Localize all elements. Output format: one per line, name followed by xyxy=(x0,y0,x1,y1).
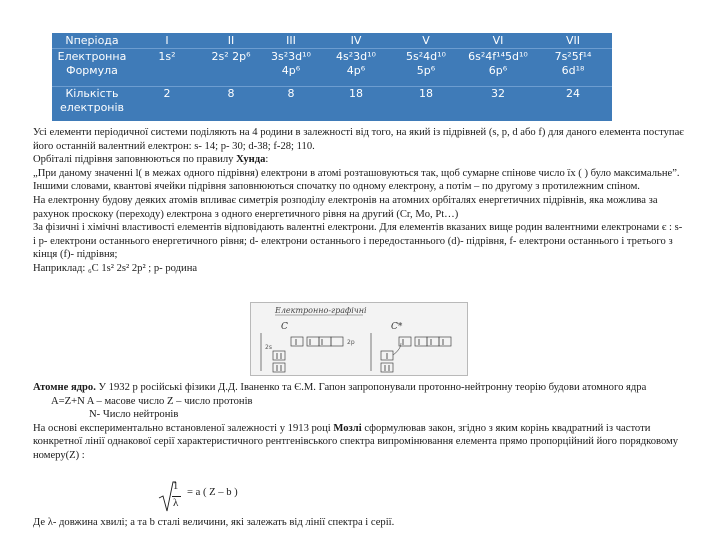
period-header: VI xyxy=(492,34,504,47)
period-header: V xyxy=(422,34,430,47)
paragraph-mass-number: A=Z+N A – масове число Z – число протонів xyxy=(51,395,253,407)
paragraph-quantum-cells: Іншими словами, квантові ячейки підрівня заповнюються спочатку по одному електрону, а потім – по другому з протилежним спіном. xyxy=(33,181,640,193)
formula-line1: 7s²5f¹⁴ xyxy=(554,50,592,63)
paragraph-definition: Де λ- довжина хвилі; а та b сталі величини, які залежать від лінії спектра і серії. xyxy=(33,517,395,528)
scan-title: Електронно-графічні xyxy=(275,306,367,315)
formula-line2: 6p⁶ xyxy=(488,64,508,77)
electron-count: 8 xyxy=(287,87,295,100)
formula-label-line1: Електронна xyxy=(57,50,127,63)
scan-right-label: C* xyxy=(391,322,403,332)
period-header: II xyxy=(227,34,235,47)
electron-count: 32 xyxy=(491,87,505,100)
paragraph-moseley: На основі експериментально встановленої залежності у 1913 році Мозлі сформулював закон, згідно з яким корінь квадратний із частоти конкретної лінії однакової серії характеристичного рентгенівського спектра випромінювання елемента прямо пропорційний його порядковому номеру(Z) : xyxy=(33,422,679,461)
hund-name: Хунда xyxy=(236,154,266,166)
count-label-line2: електронів xyxy=(59,101,125,114)
text-block-definition xyxy=(33,516,687,530)
svg-text:2s: 2s xyxy=(265,344,272,351)
electron-count: 18 xyxy=(419,87,433,100)
paragraph-symmetry: На електронну будову деяких атомів впливає симетрія розподілу електронів на атомних орбіталях енергетичних підрівнів, яка можлива за рахунок проскоку (переходу) електрона з одного енергетичного рівня на другий (Cr, Mo, Pt…) xyxy=(33,194,658,220)
formula-line1: 4s²3d¹⁰ xyxy=(336,50,376,63)
formula-line1: 2s² 2p⁶ xyxy=(211,50,251,63)
atomic-nucleus-heading: Атомне ядро. xyxy=(33,382,99,393)
electron-count: 2 xyxy=(163,87,171,100)
formula-line1: 6s²4f¹⁴5d¹⁰ xyxy=(468,50,528,63)
formula-label-line2: Формула xyxy=(66,64,118,77)
period-column-6 xyxy=(462,33,534,121)
period-number-header: Nперіода xyxy=(65,34,119,47)
paragraph-hund-rule: Орбіталі підрівня заповнюються по правилу Хунда: xyxy=(33,154,269,166)
period-column-7 xyxy=(534,33,612,121)
text-block-upper xyxy=(33,126,687,276)
electron-graphic-drawing xyxy=(251,303,467,375)
period-column-2 xyxy=(202,33,260,121)
paragraph-atomic-nucleus: Атомне ядро. У 1932 р російські фізики Д.Д. Іваненко та Є.М. Гапон запропонували протонно-нейтронну теорію будови атомного ядра xyxy=(33,382,647,393)
paragraph-example: Наприклад: ₆C 1s² 2s² 2p² ; p- родина xyxy=(33,262,198,274)
electron-count: 24 xyxy=(566,87,580,100)
period-column-5 xyxy=(390,33,462,121)
paragraph-hund-quote: „При даному значенні l( в межах одного підрівня) електрони в атомі розташовуються так, щоб сумарне спінове число їх ( ) було максимальне”. xyxy=(33,167,680,179)
formula-denominator: λ xyxy=(173,497,179,509)
formula-line2: 6d¹⁸ xyxy=(561,64,585,77)
count-label-line1: Кількість xyxy=(65,87,119,100)
period-column-3 xyxy=(260,33,322,121)
period-header: III xyxy=(286,34,296,47)
formula-line2: 4p⁶ xyxy=(346,64,366,77)
formula-line1: 5s²4d¹⁰ xyxy=(406,50,446,63)
paragraph-valence: За фізичні і хімічні властивості елементів відповідають валентні електрони. Для елементів вказаних вище родин валентними електронами є : s- і p- електрони останнього енергетичного рівня; d- електрони останнього і передостаннього (d)- підрівня, f- електрони останнього і третього з кінця (f)- підрівня; xyxy=(33,222,683,261)
scan-left-label: C xyxy=(281,322,288,332)
electron-graphic-scan xyxy=(250,302,468,376)
period-header: VII xyxy=(565,34,580,47)
period-header: IV xyxy=(350,34,362,47)
formula-line1: 3s²3d¹⁰ xyxy=(271,50,311,63)
formula-rhs: = a ( Z – b ) xyxy=(187,487,238,498)
formula-line2: 5p⁶ xyxy=(416,64,436,77)
formula-line1: 1s² xyxy=(158,50,176,63)
paragraph-families: Усі елементи періодичної системи поділяють на 4 родини в залежності від того, на який із підрівней (s, p, d або f) для даного елемента поступає його останній валентний електрон: s- 14; p- 30; d-38; f-28; 110. xyxy=(33,127,684,152)
electron-count: 8 xyxy=(227,87,235,100)
periods-table xyxy=(52,33,612,121)
electron-count: 18 xyxy=(349,87,363,100)
period-header: I xyxy=(165,34,169,47)
period-column-1 xyxy=(132,33,202,121)
formula-line2: 4p⁶ xyxy=(281,64,301,77)
svg-text:2p: 2p xyxy=(347,339,355,346)
text-block-lower xyxy=(33,381,687,463)
label-column xyxy=(52,33,132,121)
period-column-4 xyxy=(322,33,390,121)
formula-numerator: 1 xyxy=(173,481,179,492)
moseley-name: Мозлі xyxy=(333,422,362,434)
paragraph-neutrons: N- Число нейтронів xyxy=(89,409,179,421)
